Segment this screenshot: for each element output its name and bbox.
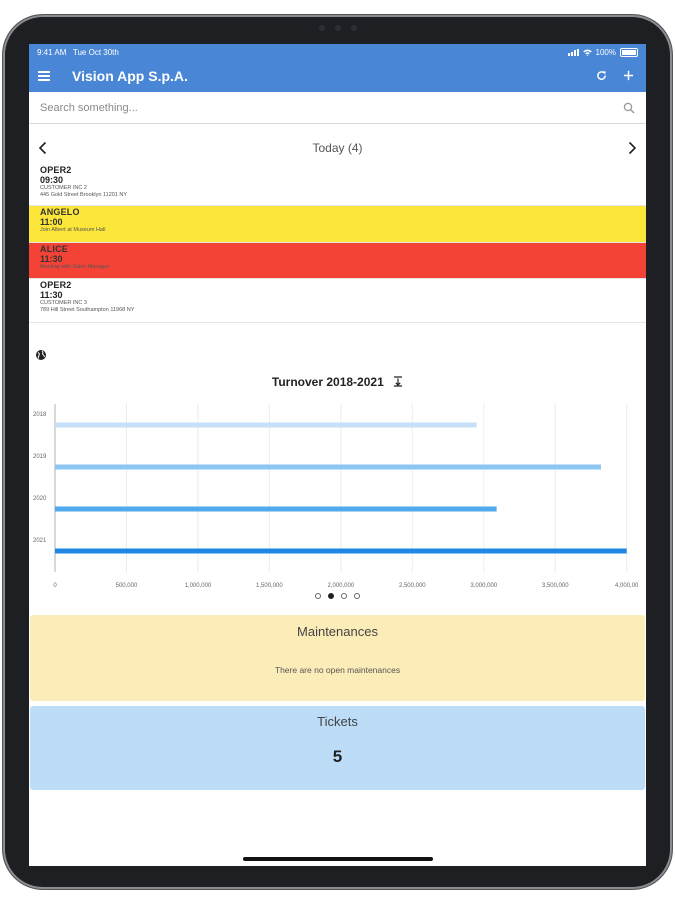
chart-title-text: Turnover 2018-2021 [271,375,384,389]
chart-title [29,375,646,389]
pager-dot[interactable] [315,593,321,599]
x-tick-label: 0 [53,583,57,589]
appointment-address: 445 Gold Street Brooklyn 11201 NY [40,192,128,198]
globe-icon[interactable] [35,349,47,361]
search-icon[interactable] [622,101,636,115]
tickets-card[interactable] [30,706,645,790]
appointment-time: 11:30 [40,290,63,300]
x-tick-label: 1,000,000 [184,583,212,589]
appointment-description: Meeting with Sales Manager [40,264,110,270]
y-tick-label: 2019 [33,454,47,460]
tickets-title: Tickets [317,714,358,729]
x-tick-label: 3,500,000 [541,583,569,589]
appointment-item[interactable] [29,243,646,279]
y-tick-label: 2018 [33,412,47,418]
appointment-customer: CUSTOMER INC 2 [40,185,87,191]
pager-dot[interactable] [341,593,347,599]
x-tick-label: 3,000,000 [470,583,498,589]
appointment-operator: ANGELO [40,207,80,217]
y-tick-label: 2021 [33,538,47,544]
appointment-operator: OPER2 [40,165,72,175]
search-input[interactable] [38,101,622,115]
appointment-item[interactable] [29,206,646,243]
appointment-description: Join Albert at Museum Hall [40,227,106,233]
app-screen [29,44,646,866]
signal-icon [568,49,579,56]
tickets-count: 5 [332,747,343,766]
refresh-button[interactable] [592,68,610,84]
x-tick-label: 2,500,000 [398,583,426,589]
wifi-icon [583,49,592,56]
pager-dot[interactable] [354,593,360,599]
bar-2018[interactable] [55,423,477,428]
appointment-customer: CUSTOMER INC 3 [40,300,87,306]
status-bar [29,44,646,60]
add-button[interactable] [619,68,637,84]
refresh-icon [596,70,607,81]
carousel-pager [29,593,646,599]
maintenances-message: There are no open maintenances [274,665,401,675]
download-icon[interactable] [393,376,403,387]
app-header [29,60,646,92]
status-time: 9:41 AM [37,47,67,57]
battery-icon [620,48,638,57]
plus-icon [623,70,634,81]
chevron-right-icon[interactable] [626,141,638,155]
appointment-time: 11:30 [40,254,63,264]
battery-percentage: 100% [595,47,616,57]
y-tick-label: 2020 [33,496,47,502]
x-tick-label: 2,000,000 [327,583,355,589]
bar-2019[interactable] [55,465,601,470]
maintenances-card[interactable] [30,615,645,701]
hamburger-menu-icon[interactable] [38,71,50,81]
appointment-operator: OPER2 [40,280,72,290]
bar-2020[interactable] [55,507,497,512]
appointment-operator: ALICE [40,244,68,254]
bar-2021[interactable] [55,549,627,554]
home-indicator[interactable] [243,857,433,861]
appointment-time: 11:00 [40,217,63,227]
appointment-address: 789 Hill Street Southampton 11968 NY [40,307,135,313]
pager-dot-active[interactable] [328,593,334,599]
app-title: Vision App S.p.A. [72,68,188,84]
chevron-left-icon[interactable] [37,141,49,155]
status-date: Tue Oct 30th [72,47,119,57]
x-tick-label: 1,500,000 [256,583,283,589]
maintenances-title: Maintenances [297,624,378,639]
appointment-list [29,164,646,323]
x-tick-label: 4,000,00 [615,583,639,589]
camera [293,21,383,35]
day-navigator [29,136,646,160]
search-bar [29,92,646,124]
appointment-item[interactable] [29,279,646,323]
day-title: Today (4) [312,141,363,155]
appointment-item[interactable] [29,164,646,206]
x-tick-label: 500,000 [115,583,138,589]
turnover-bar-chart [29,394,646,589]
appointment-time: 09:30 [40,175,64,185]
